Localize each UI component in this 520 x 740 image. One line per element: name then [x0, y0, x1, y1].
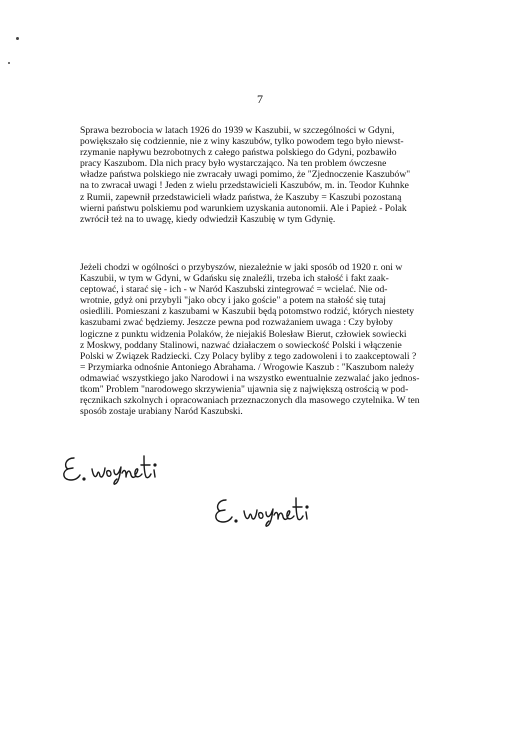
- text-line: odmawiać wszystkiego jako Narodowi i na wszystko ewentualnie zezwalać jako jednos-: [80, 372, 420, 384]
- text-line: logiczne z punktu widzenia Polaków, że niejakiś Bolesław Bierut, człowiek sowiecki: [80, 328, 407, 340]
- text-line: z Rumii, zapewnił przedstawicieli władz państwa, że Kaszuby = Kaszubi pozostaną: [80, 191, 402, 203]
- text-line: ręcznikach szkolnych i opracowaniach przeznaczonych dla masowego czytelnika. W ten: [80, 395, 420, 407]
- text-line: zwrócił też na to uwagę, kiedy odwiedził Kaszubię w tym Gdynię.: [80, 213, 336, 225]
- text-line: Sprawa bezrobocia w latach 1926 do 1939 w Kaszubii, w szczególności w Gdyni,: [80, 125, 395, 136]
- paragraph-unemployment: [80, 125, 438, 225]
- text-line: z Moskwy, poddany Stalinowi, nazwać działaczem o sowieckość Polski i włączenie: [80, 339, 402, 351]
- page-number: 7: [257, 92, 263, 106]
- text-line: ceptować, i starać się - ich - w Naród Kaszubski zintegrować = wcielać. Nie od-: [80, 284, 388, 296]
- text-line: sposób zostaje urabiany Naród Kaszubski.: [80, 406, 243, 418]
- text-line: pracy Kaszubom. Dla nich pracy było wystarczająco. Na ten problem ówczesne: [80, 158, 387, 170]
- text-line: = Przymiarka odnośnie Antoniego Abrahama. / Wrogowie Kaszub : "Kaszubom należy: [80, 361, 415, 373]
- text-line: powiększało się codziennie, nie z winy kaszubów, tylko powodem tego było niewst-: [80, 136, 404, 148]
- text-line: wrotnie, gdyż oni przybyli "jako obcy i jako goście" a potem na stałość się tutaj: [80, 295, 386, 307]
- text-line: rzymanie napływu bezrobotnych z całego państwa polskiego do Gdyni, pozbawiło: [80, 147, 397, 159]
- text-line: na to zwracał uwagi ! Jeden z wielu przedstawicieli Kaszubów, m. in. Teodor Kuhnke: [80, 180, 409, 192]
- text-line: osiedlili. Pomieszani z kaszubami w Kaszubii będą potomstwo rodzić, których niestety: [80, 306, 415, 318]
- scan-speck: [16, 37, 19, 40]
- text-line: władze państwa polskiego nie zwracały uwagi pomimo, że "Zjednoczenie Kaszubów": [80, 169, 411, 181]
- signature-2: [210, 492, 330, 528]
- signature-1: [58, 450, 178, 486]
- text-line: wierni państwu polskiemu pod warunkiem uzyskania autonomii. Ale i Papież - Polak: [80, 202, 407, 214]
- text-line: Polski w Związek Radziecki. Czy Polacy byliby z tego zadowoleni i to zaakceptowali ?: [80, 350, 417, 362]
- text-line: Jeżeli chodzi w ogólności o przybyszów, niezależnie w jaki sposób od 1920 r. oni w: [80, 262, 403, 273]
- text-line: Kaszubii, w tym w Gdyni, w Gdańsku się znaleźli, trzeba ich stałość i fakt zaak-: [80, 273, 389, 285]
- scan-speck: [8, 62, 10, 64]
- paragraph-newcomers: [80, 262, 438, 417]
- text-line: tkom" Problem "narodowego skrzywienia" ujawnia się z największą ostrością w pod-: [80, 384, 409, 396]
- text-line: kaszubami zwać będziemy. Jeszcze pewna pod rozważaniem uwaga : Czy byłoby: [80, 317, 393, 329]
